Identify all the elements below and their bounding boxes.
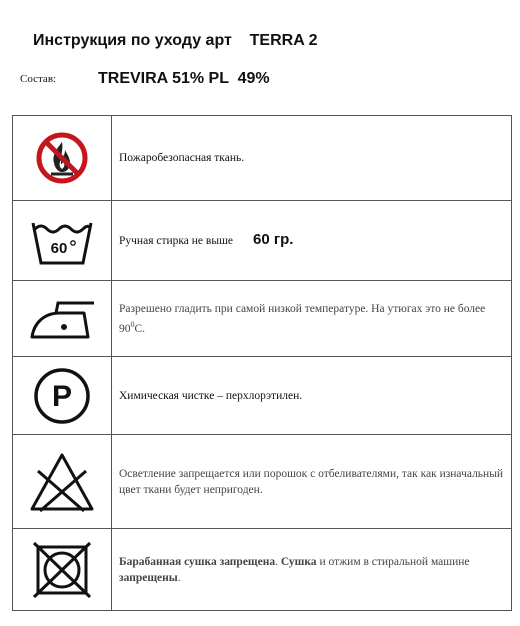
wash-temp-label: 60 (50, 239, 68, 257)
care-text-tumble-bold-1: Барабанная сушка запрещена (119, 555, 276, 568)
care-text (112, 529, 512, 611)
care-icon-cell (13, 357, 112, 435)
no-tumble-dry-icon (30, 539, 94, 601)
care-text-wash: Ручная стирка не выше (119, 235, 234, 247)
care-row-wash (13, 201, 512, 281)
care-text-fire: Пожаробезопасная ткань. (119, 152, 245, 164)
care-table (12, 115, 512, 611)
care-row-bleach (13, 435, 512, 529)
care-icon-cell (13, 116, 112, 201)
care-text (112, 357, 512, 435)
care-row-fire (13, 116, 512, 201)
dry-clean-p-icon (32, 366, 92, 426)
care-icon-cell (13, 201, 112, 281)
care-text-tumble-bold-5: запрещены (119, 571, 178, 584)
care-icon-cell (13, 281, 112, 357)
care-text-iron-degree: 0 (130, 319, 135, 329)
hand-wash-60-icon (27, 213, 97, 269)
care-text-wash-temp: 60 гр. (253, 231, 294, 248)
care-icon-cell (13, 435, 112, 529)
page-title: Инструкция по уходу арт TERRA 2 (33, 32, 318, 49)
composition-label: Состав: (20, 73, 57, 85)
care-text-tumble-4: и отжим в стиральной машине (316, 555, 470, 568)
care-row-iron (13, 281, 512, 357)
care-text (112, 281, 512, 357)
no-fire-icon (34, 130, 90, 186)
care-text (112, 116, 512, 201)
care-text-bleach: Осветление запрещается или порошок с отбеливателями, так как изначальный цвет ткани будет непригоден. (119, 467, 504, 496)
care-text (112, 435, 512, 529)
care-text-tumble-6: . (177, 571, 181, 584)
care-text (112, 201, 512, 281)
care-text-tumble-2: . (275, 555, 281, 568)
care-row-dryclean (13, 357, 512, 435)
care-row-tumble (13, 529, 512, 611)
care-text-dryclean: Химическая чистке – перхлорэтилен. (119, 389, 303, 402)
no-bleach-icon (28, 451, 96, 513)
composition-value: TREVIRA 51% PL 49% (98, 70, 270, 87)
care-text-iron: Разрешено гладить при самой низкой температуре. На утюгах это не более 90 (119, 302, 486, 335)
care-text-iron-end: С. (134, 322, 146, 335)
dry-clean-letter: P (51, 379, 73, 413)
iron-low-heat-icon (26, 295, 98, 343)
care-text-tumble-bold-3: Сушка (280, 555, 317, 568)
care-icon-cell (13, 529, 112, 611)
